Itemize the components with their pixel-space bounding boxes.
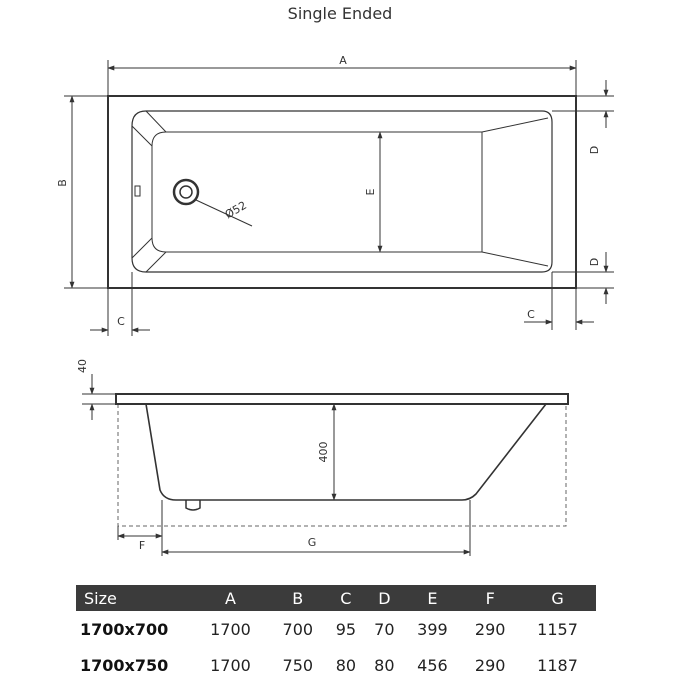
dim-label-a: A [339,54,347,67]
table-header: B [269,585,327,611]
dim-label-g: G [307,536,317,549]
dim-label-rim: 40 [76,359,89,373]
plan-bowl-outline [132,111,552,272]
table-cell: 750 [282,655,314,675]
table-cell: 290 [474,619,506,639]
table-cell: 1700x750 [80,655,169,675]
table-cell: 1187 [537,655,578,675]
dim-label-b: B [56,179,69,187]
table-row [76,647,596,683]
table-cell: 1157 [537,619,578,639]
dim-label-f: F [138,539,146,552]
plan-view [108,96,576,288]
table-cell: 1700x700 [80,619,169,639]
plan-outer-rim [108,96,576,288]
table-header: E [404,585,462,611]
table-header: D [365,585,403,611]
table-cell: 70 [374,619,395,639]
dim-label-c-right: C [527,308,535,321]
table-cell: 1700 [210,655,251,675]
table-header: Size [76,585,192,611]
dim-label-waste: Ø52 [222,198,249,222]
table-header: A [192,585,269,611]
table-header: F [461,585,519,611]
table-cell: 95 [335,619,357,639]
table-cell: 80 [374,655,395,675]
dim-label-d-top: D [588,145,601,155]
section-rim [116,394,568,404]
dim-label-e: E [364,188,377,196]
section-bath-body [146,404,546,500]
table-cell: 700 [282,619,314,639]
waste-icon [174,180,198,204]
dim-label-depth: 400 [317,441,330,463]
table-header: G [519,585,596,611]
section-view [116,394,568,526]
table-cell: 399 [417,619,448,639]
dim-label-c-left: C [117,315,125,328]
dim-label-d-bottom: D [588,257,601,267]
table-header-row [76,585,596,611]
table-cell: 1700 [210,619,251,639]
table-cell: 290 [474,655,506,675]
table-row [76,611,596,647]
plan-bowl-floor [152,132,482,252]
dimensions-table [76,585,596,683]
table-cell: 80 [335,655,357,675]
diagram-title: Single Ended [287,4,393,23]
table-cell: 456 [417,655,448,675]
table-header: C [327,585,365,611]
